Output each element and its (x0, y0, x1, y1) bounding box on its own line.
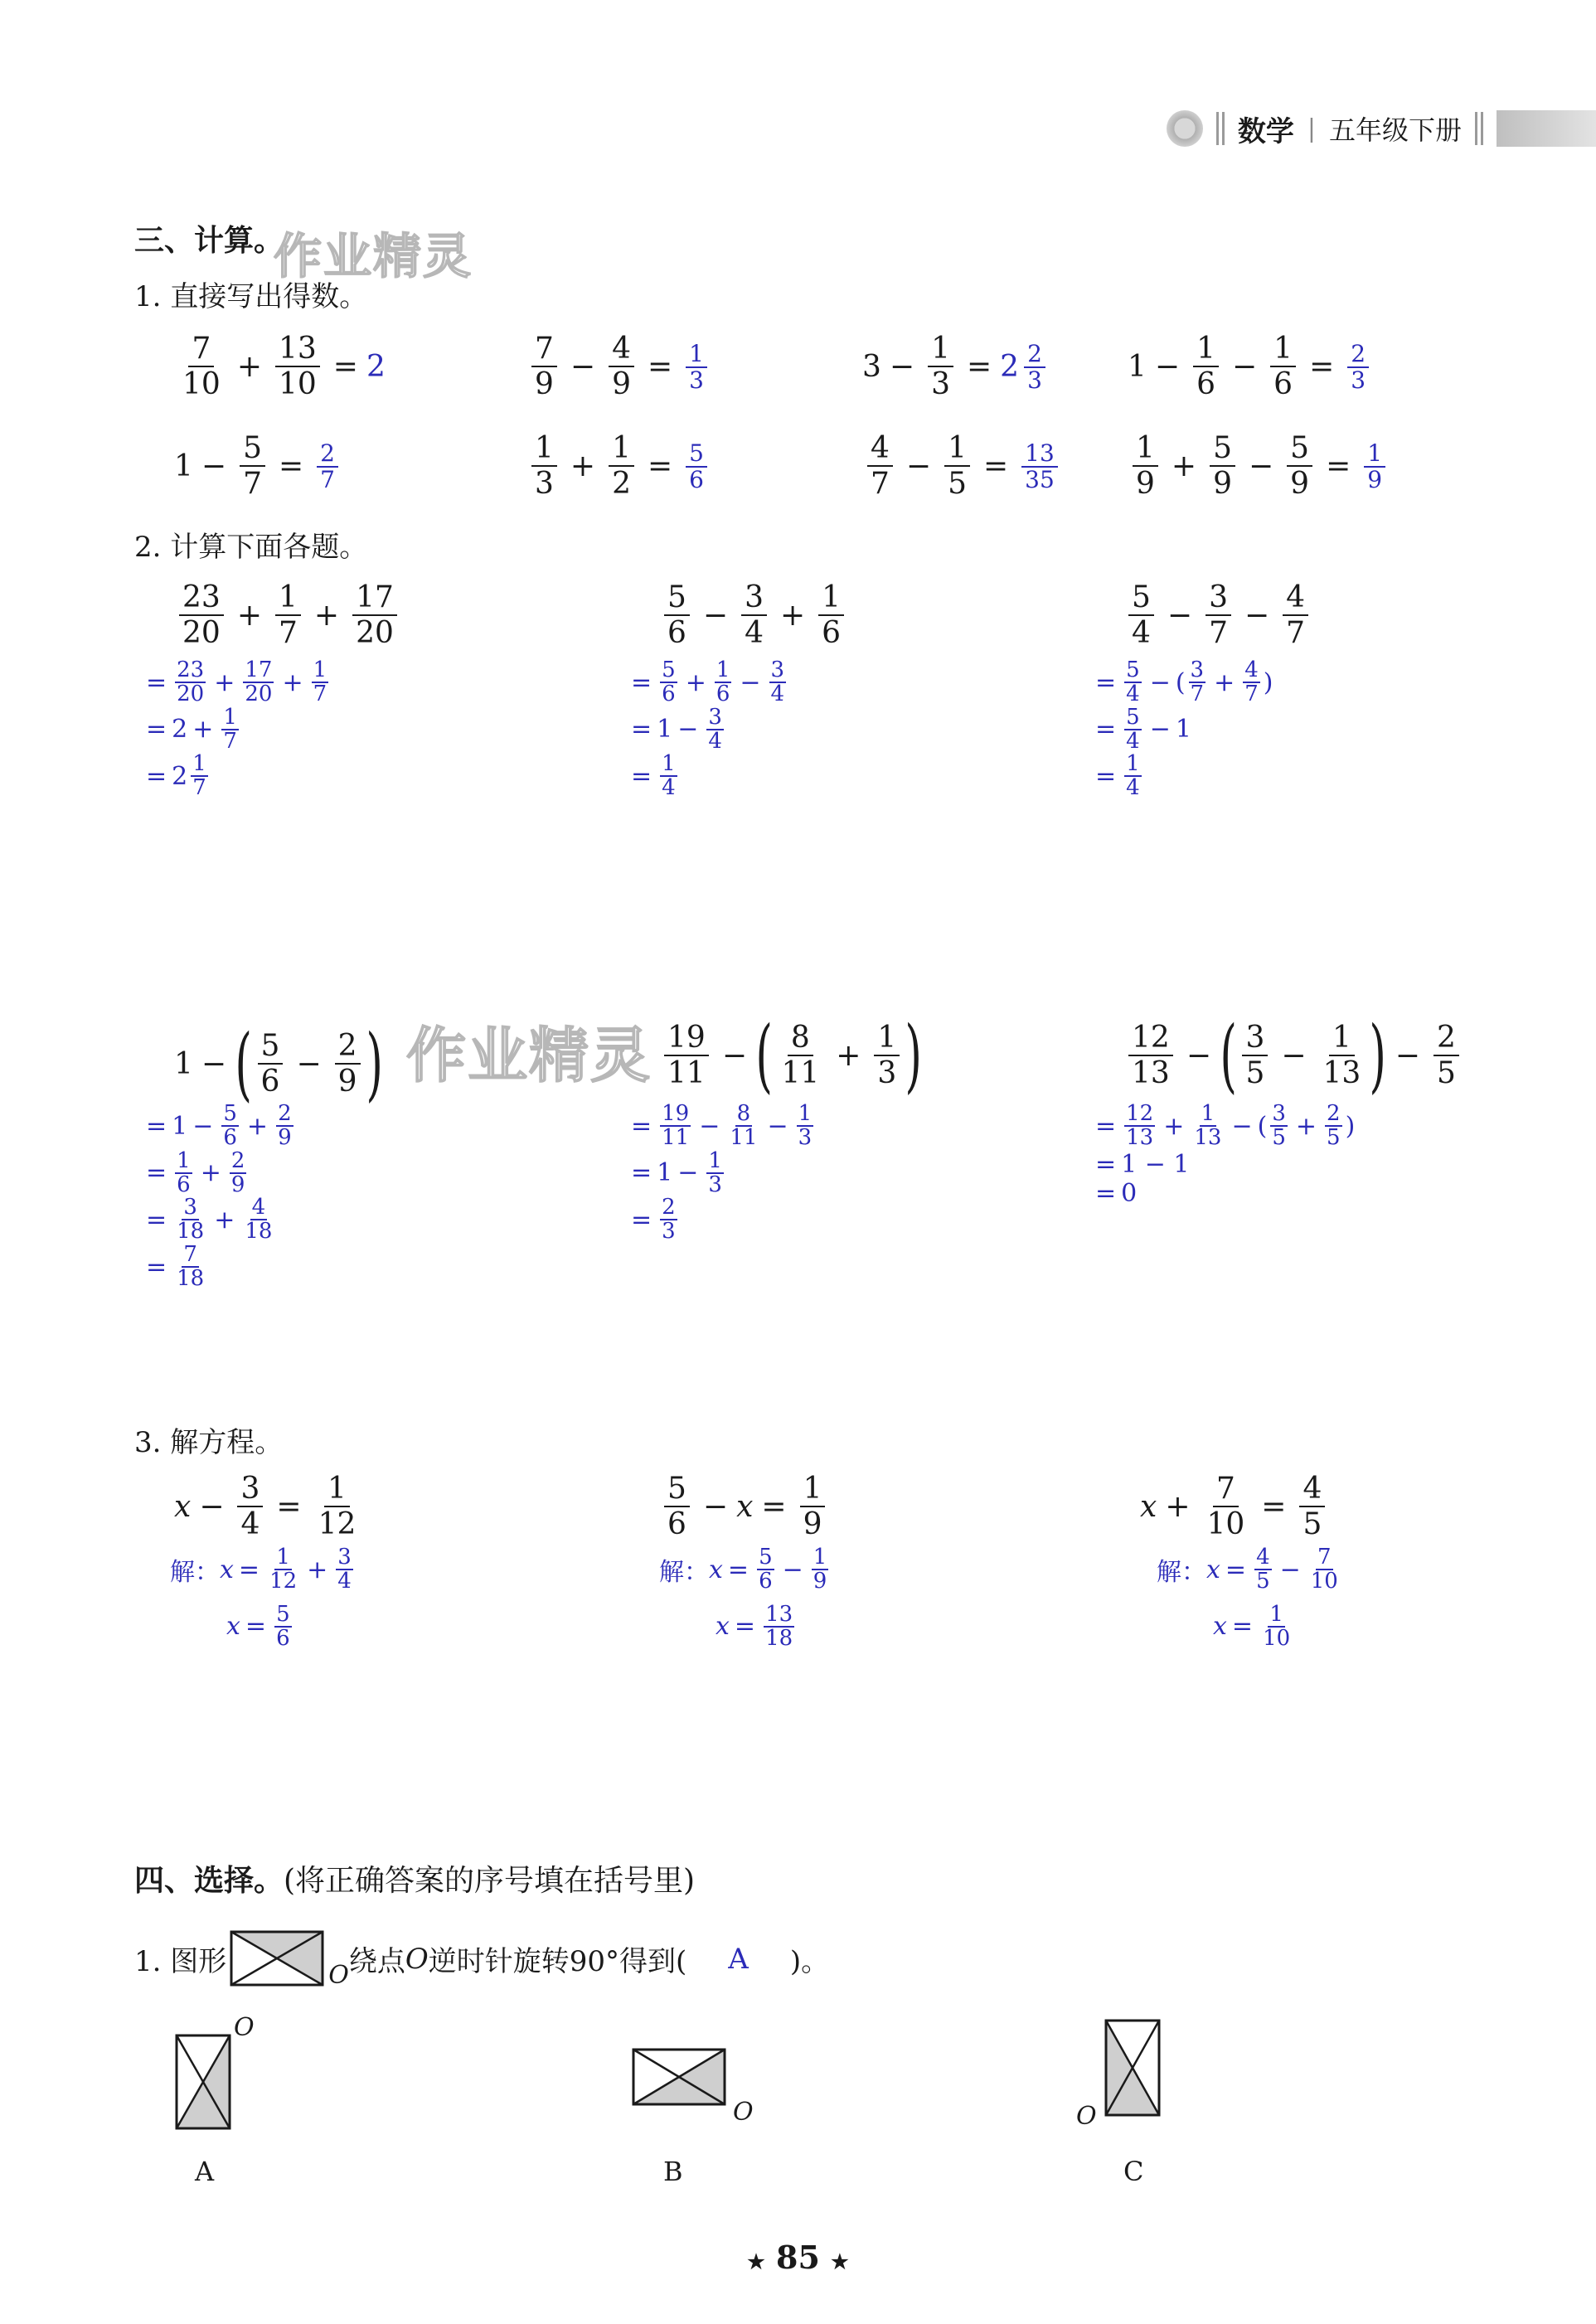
q1-item-6: $\frac{1}{3}$ + $\frac{1}{2}$ = $\frac{5}{6}$ (526, 431, 712, 502)
page-footer (0, 2239, 1596, 2276)
q3-equation-2: $\frac{5}{6}$ − x = $\frac{1}{9}$ (659, 1472, 830, 1542)
section3-title: 三、计算。 (134, 223, 284, 258)
q1-item-1: $\frac{7}{10}$ + $\frac{13}{10}$ = 2 (182, 332, 386, 402)
q2-problem-4: 1 − ( $\frac{5}{6}$ − $\frac{2}{9}$ ) (174, 1017, 383, 1110)
watermark-middle: 作业精灵 (406, 1020, 652, 1090)
q2-problem-3: $\frac{5}{4}$ − $\frac{3}{7}$ − $\frac{4}{7}$ (1123, 580, 1313, 651)
rectangle-figure (230, 1930, 325, 1988)
header-divider (1216, 112, 1225, 145)
q1-item-8: $\frac{1}{9}$ + $\frac{5}{9}$ − $\frac{5}{9}$ = $\frac{1}{9}$ (1128, 431, 1390, 502)
s4-q1-close: )。 (789, 1945, 830, 1978)
q1-answer-4: $\frac{2}{3}$ (1342, 340, 1374, 393)
q2-solution-2: = $\frac{5}{6}$ + $\frac{1}{6}$ − $\frac{3}{4}$ = 1 − $\frac{3}{4}$ = $\frac{1}{4}$ (631, 657, 785, 801)
star-icon-left: ★ (747, 2249, 765, 2273)
watermark-top: 作业精灵 (274, 228, 473, 284)
q2-problem-6: $\frac{12}{13}$ − ( $\frac{3}{5}$ − $\frac{1}{13}$ ) − $\frac{2}{5}$ (1123, 1016, 1464, 1095)
q3-equation-3: x + $\frac{7}{10}$ = $\frac{4}{5}$ (1140, 1472, 1330, 1542)
q1-answer-8: $\frac{1}{9}$ (1359, 439, 1390, 492)
option-c-point: O (1076, 2102, 1097, 2131)
q2-problem-5: $\frac{19}{11}$ − ( $\frac{8}{11}$ + $\frac{1}{3}$ ) (659, 1016, 923, 1095)
q2-problem-2: $\frac{5}{6}$ − $\frac{3}{4}$ + $\frac{1}{6}$ (659, 580, 849, 651)
q2-title: 2. 计算下面各题。 (134, 531, 368, 564)
header-bar (1497, 110, 1596, 147)
q1-answer-2: $\frac{1}{3}$ (681, 340, 712, 393)
figure-point-label: O (328, 1961, 349, 1990)
q3-solution-1: 解： x = $\frac{1}{12}$ + $\frac{3}{4}$ x = $\frac{5}{6}$ (170, 1545, 352, 1651)
section4-note: (将正确答案的序号填在括号里) (284, 1864, 696, 1898)
option-a-label: A (195, 2156, 215, 2187)
q1-answer-1: 2 (366, 349, 386, 384)
q2-solution-3: = $\frac{5}{4}$ − ( $\frac{3}{7}$ + $\frac{4}{7}$ ) = $\frac{5}{4}$ − 1 = $\frac{1}{4}$ (1095, 657, 1273, 801)
s4-q1 (134, 1928, 829, 1990)
q1-answer-3: 2 $\frac{2}{3}$ (1000, 340, 1050, 393)
q1-item-2: $\frac{7}{9}$ − $\frac{4}{9}$ = $\frac{1}{3}$ (526, 332, 712, 402)
q2-solution-5: = $\frac{19}{11}$ − $\frac{8}{11}$ − $\frac{1}{3}$ = 1 − $\frac{1}{3}$ = $\frac{2}{3}$ (631, 1101, 813, 1244)
header-separator: | (1307, 114, 1316, 143)
q2-solution-6: = $\frac{12}{13}$ + $\frac{1}{13}$ − ( $\frac{3}{5}$ + $\frac{2}{5}$ ) = 1 − 1 = 0 (1095, 1101, 1356, 1208)
sun-icon (1167, 110, 1203, 147)
q3-equation-1: x − $\frac{3}{4}$ = $\frac{1}{12}$ (174, 1472, 357, 1542)
q2-solution-4: = 1 − $\frac{5}{6}$ + $\frac{2}{9}$ = $\frac{1}{6}$ + $\frac{2}{9}$ = $\frac{3}{18}$ + $\frac{4}{18}$ = $\frac{7}{18}$ (146, 1101, 292, 1292)
option-c-figure (1103, 2019, 1169, 2127)
q1-item-5: 1 − $\frac{5}{7}$ = $\frac{2}{7}$ (174, 431, 343, 502)
q1-item-4: 1 − $\frac{1}{6}$ − $\frac{1}{6}$ = $\frac{2}{3}$ (1128, 332, 1374, 402)
option-a-point: O (234, 2013, 255, 2042)
q2-problem-1: $\frac{23}{20}$ + $\frac{1}{7}$ + $\frac{17}{20}$ (174, 580, 402, 651)
q3-solution-3: 解： x = $\frac{4}{5}$ − $\frac{7}{10}$ x = $\frac{1}{10}$ (1157, 1545, 1338, 1651)
section4-title-line (134, 1857, 695, 1899)
s4-q1-answer: A (728, 1942, 749, 1976)
header-grade: 五年级下册 (1328, 114, 1462, 146)
s4-q1-pre: 1. 图形 (134, 1945, 227, 1978)
q3-title: 3. 解方程。 (134, 1426, 284, 1459)
s4-q1-point: O (405, 1942, 429, 1976)
option-b-label: B (663, 2156, 683, 2187)
page-number: 85 (776, 2239, 820, 2276)
s4-q1-mid: 绕点 (348, 1945, 405, 1978)
q2-solution-1: = $\frac{23}{20}$ + $\frac{17}{20}$ + $\frac{1}{7}$ = 2 + $\frac{1}{7}$ = 2 $\frac{1}{7}$ (146, 657, 327, 801)
q1-item-3: 3 − $\frac{1}{3}$ = 2 $\frac{2}{3}$ (862, 332, 1050, 402)
section4-title: 四、选择。 (134, 1863, 284, 1898)
star-icon-right: ★ (831, 2249, 849, 2273)
header-subject: 数学 (1237, 114, 1294, 148)
option-c-label: C (1123, 2156, 1144, 2187)
q1-answer-7: $\frac{13}{35}$ (1016, 439, 1063, 492)
option-b-point: O (733, 2098, 754, 2127)
q1-item-7: $\frac{4}{7}$ − $\frac{1}{5}$ = $\frac{13}{35}$ (862, 431, 1063, 502)
q1-answer-6: $\frac{5}{6}$ (681, 439, 712, 492)
page-header (1167, 99, 1596, 158)
s4-q1-post: 逆时针旋转90°得到( (428, 1945, 687, 1978)
option-b-figure (630, 2048, 730, 2114)
header-divider-2 (1475, 112, 1483, 145)
q1-title: 1. 直接写出得数。 (134, 280, 368, 313)
q1-answer-5: $\frac{2}{7}$ (312, 439, 343, 492)
q3-solution-2: 解： x = $\frac{5}{6}$ − $\frac{1}{9}$ x = $\frac{13}{18}$ (659, 1545, 827, 1651)
